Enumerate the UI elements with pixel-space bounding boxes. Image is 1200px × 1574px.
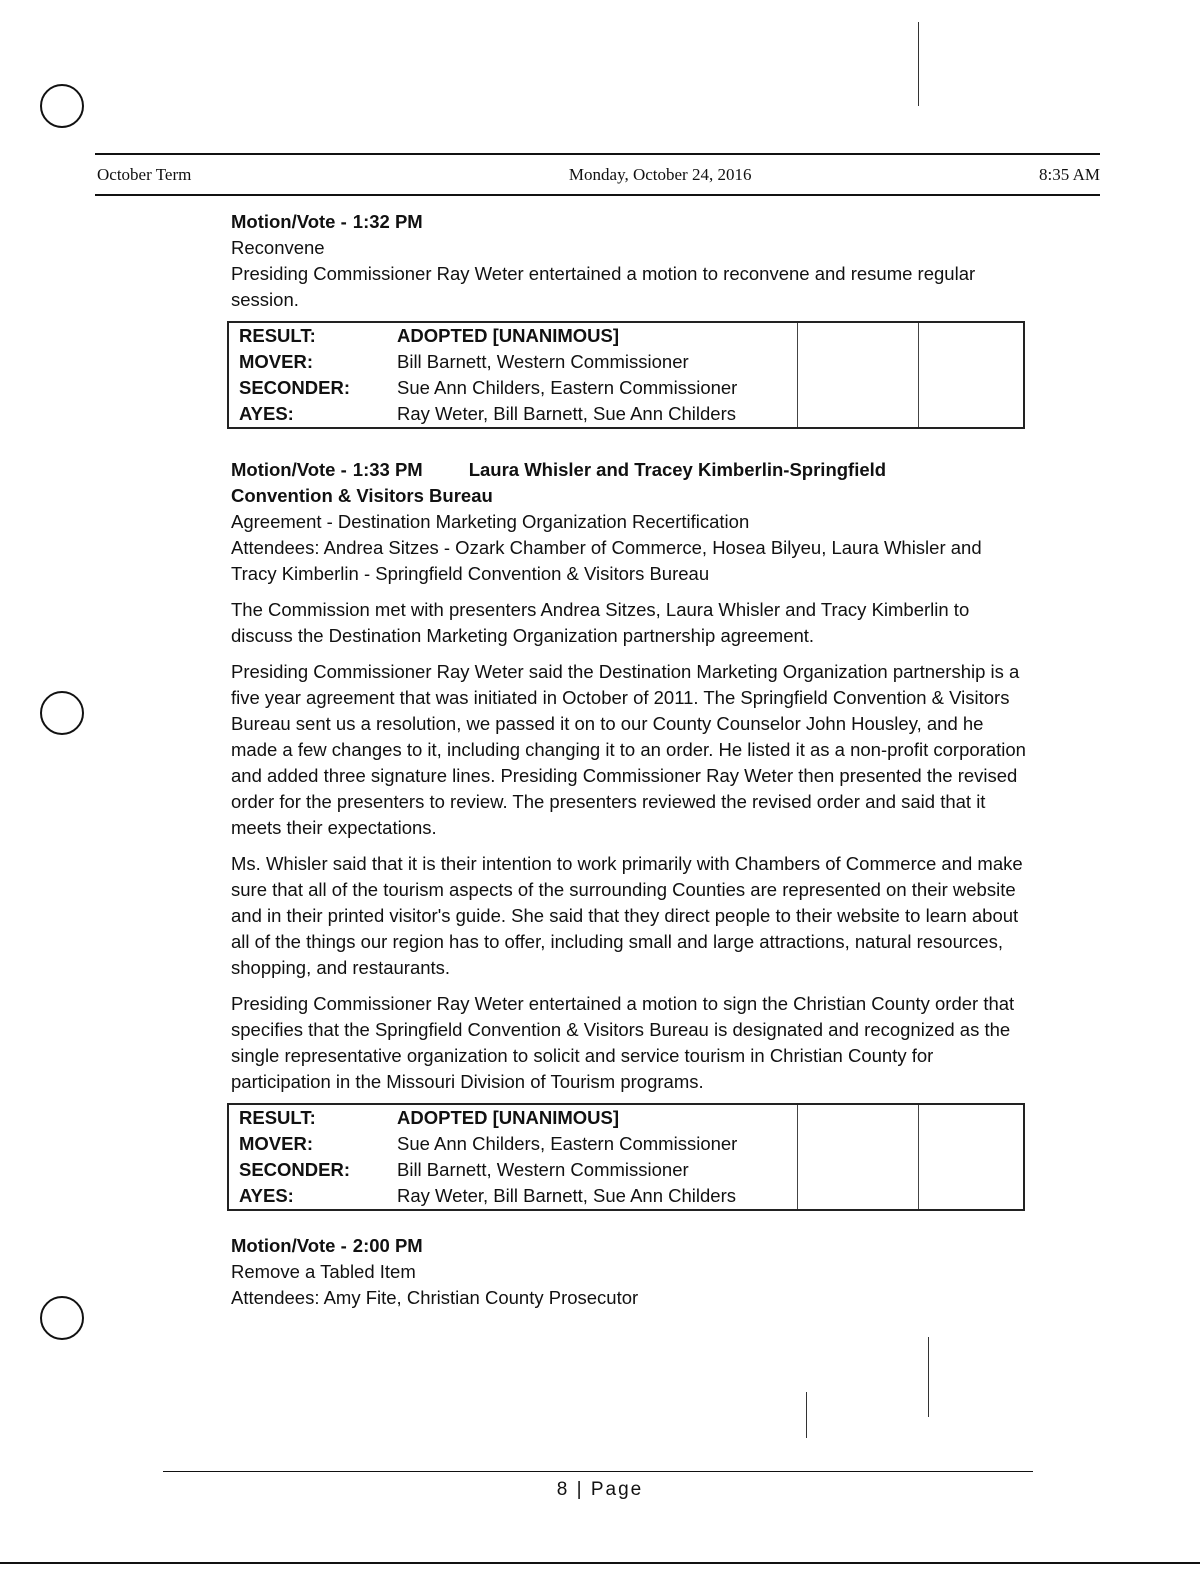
header-rule-top: [95, 153, 1100, 155]
vote-table: [227, 1103, 1025, 1211]
punch-hole-bottom: [40, 1296, 84, 1340]
motion-subject: Remove a Tabled Item: [231, 1261, 416, 1282]
mover-value: Sue Ann Childers, Eastern Commissioner: [397, 1133, 738, 1154]
motion-section: [231, 1233, 1031, 1311]
header-rule-bottom: [95, 194, 1100, 196]
motion-heading: Motion/Vote - 2:00 PM: [231, 1235, 423, 1256]
motion-attendees: Attendees: Andrea Sitzes - Ozark Chamber of Commerce, Hosea Bilyeu, Laura Whisler and Tracy Kimberlin - Springfield Convention & Visitors Bureau: [231, 537, 982, 584]
header-time: 8:35 AM: [1039, 165, 1100, 184]
scan-mark: [918, 22, 919, 106]
seconder-label: SECONDER:: [239, 377, 351, 398]
result-value: ADOPTED [UNANIMOUS]: [397, 1107, 619, 1128]
minutes-paragraph: The Commission met with presenters Andrea Sitzes, Laura Whisler and Tracy Kimberlin to discuss the Destination Marketing Organization partnership agreement.: [231, 599, 970, 646]
header-term: October Term: [97, 165, 192, 184]
motion-subject: Reconvene: [231, 237, 325, 258]
seconder-label: SECONDER:: [239, 1159, 351, 1180]
ayes-label: AYES:: [239, 1185, 294, 1206]
motion-section: [231, 457, 1031, 1211]
punch-hole-middle: [40, 691, 84, 735]
result-value: ADOPTED [UNANIMOUS]: [397, 325, 619, 346]
vote-signature-cell: [919, 322, 1025, 428]
motion-heading: Motion/Vote - 1:32 PM: [231, 211, 423, 232]
scan-mark: [806, 1392, 807, 1438]
minutes-paragraph: Presiding Commissioner Ray Weter said the Destination Marketing Organization partnership is a five year agreement that was initiated in October of 2011. The Springfield Convention & Visitors Bureau sent us a resolution, we passed it on to our County Counselor John Housley, and he made a few changes to it, including changing it to an order. He listed it as a non-profit corporation and added three signature lines. Presiding Commissioner Ray Weter then presented the revised order for the presenters to review. The presenters reviewed the revised order and said that it meets their expectations.: [231, 661, 1026, 838]
motion-description: Presiding Commissioner Ray Weter entertained a motion to reconvene and resume regular session.: [231, 263, 976, 310]
footer-rule: [163, 1471, 1033, 1472]
motion-presenters-cont: Convention & Visitors Bureau: [231, 485, 493, 506]
seconder-value: Bill Barnett, Western Commissioner: [397, 1159, 689, 1180]
minutes-paragraph: Ms. Whisler said that it is their intention to work primarily with Chambers of Commerce and make sure that all of the tourism aspects of the surrounding Counties are represented on their website and in their printed visitor's guide. She said that they direct people to their website to learn about all of the things our region has to offer, including small and large attractions, natural resources, shopping, and restaurants.: [231, 853, 1023, 978]
punch-hole-top: [40, 84, 84, 128]
page-header: [97, 165, 1100, 185]
page-number: 8 | Page: [556, 1479, 644, 1500]
header-date: Monday, October 24, 2016: [568, 165, 752, 184]
result-label: RESULT:: [239, 1107, 316, 1128]
mover-label: MOVER:: [239, 1133, 313, 1154]
vote-signature-cell: [798, 322, 919, 428]
seconder-value: Sue Ann Childers, Eastern Commissioner: [397, 377, 738, 398]
scan-bottom-edge: [0, 1562, 1200, 1564]
ayes-value: Ray Weter, Bill Barnett, Sue Ann Childers: [397, 403, 736, 424]
vote-table: [227, 321, 1025, 429]
motion-subject: Agreement - Destination Marketing Organization Recertification: [231, 511, 750, 532]
ayes-label: AYES:: [239, 403, 294, 424]
result-label: RESULT:: [239, 325, 316, 346]
vote-signature-cell: [798, 1104, 919, 1210]
motion-section: [231, 209, 1031, 429]
motion-presenters: Laura Whisler and Tracey Kimberlin-Springfield: [468, 459, 887, 480]
motion-attendees: Attendees: Amy Fite, Christian County Prosecutor: [231, 1287, 639, 1308]
vote-signature-cell: [919, 1104, 1025, 1210]
ayes-value: Ray Weter, Bill Barnett, Sue Ann Childers: [397, 1185, 736, 1206]
mover-value: Bill Barnett, Western Commissioner: [397, 351, 689, 372]
minutes-body: [231, 209, 1031, 1311]
mover-label: MOVER:: [239, 351, 313, 372]
minutes-paragraph: Presiding Commissioner Ray Weter entertained a motion to sign the Christian County order that specifies that the Springfield Convention & Visitors Bureau is designated and recognized as the single representative organization to solicit and service tourism in Christian County for participation in the Missouri Division of Tourism programs.: [231, 993, 1015, 1092]
motion-heading: Motion/Vote - 1:33 PM Laura Whisler and Tracey Kimberlin-Springfield: [231, 457, 1031, 483]
scan-mark: [928, 1337, 929, 1417]
